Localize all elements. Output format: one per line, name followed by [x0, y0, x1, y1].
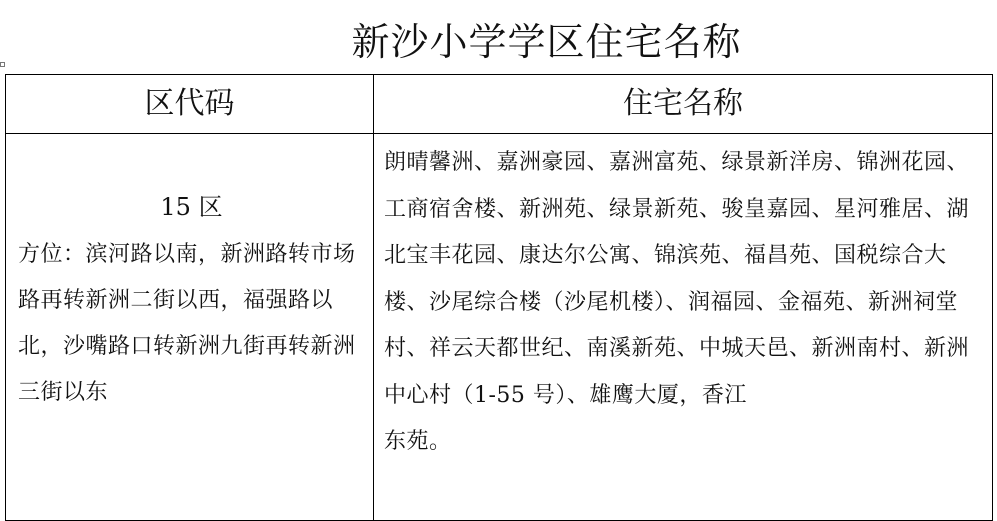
- table-row: [6, 134, 993, 521]
- header-residence-names: 住宅名称: [374, 75, 993, 134]
- residence-names-list: 朗晴馨洲、嘉洲豪园、嘉洲富苑、绿景新洋房、锦洲花园、工商宿舍楼、新洲苑、绿景新苑、骏皇嘉园、星河雅居、湖北宝丰花园、康达尔公寓、锦滨苑、福昌苑、国税综合大楼、沙尾综合楼（沙尾机楼）、润福园、金福苑、新洲祠堂村、祥云天都世纪、南溪新苑、中城天邑、新洲南村、新洲中心村（1-55 号）、雄鹰大厦，香江: [384, 150, 970, 408]
- zone-code: 15 区: [160, 193, 223, 221]
- document-title: 新沙小学学区住宅名称: [351, 20, 742, 64]
- zone-location: 方位：滨河路以南，新洲路转市场路再转新洲二街以西，福强路以北，沙嘴路口转新洲九街再转新洲三街以东: [18, 242, 356, 405]
- table-header-row: [6, 75, 993, 134]
- header-zone-code: 区代码: [6, 75, 374, 134]
- table-anchor-icon: [0, 62, 5, 67]
- zone-cell: [6, 134, 374, 521]
- residence-names-tail: 东苑。: [384, 429, 452, 454]
- residence-names-cell: [374, 134, 993, 521]
- school-district-table: [5, 74, 993, 521]
